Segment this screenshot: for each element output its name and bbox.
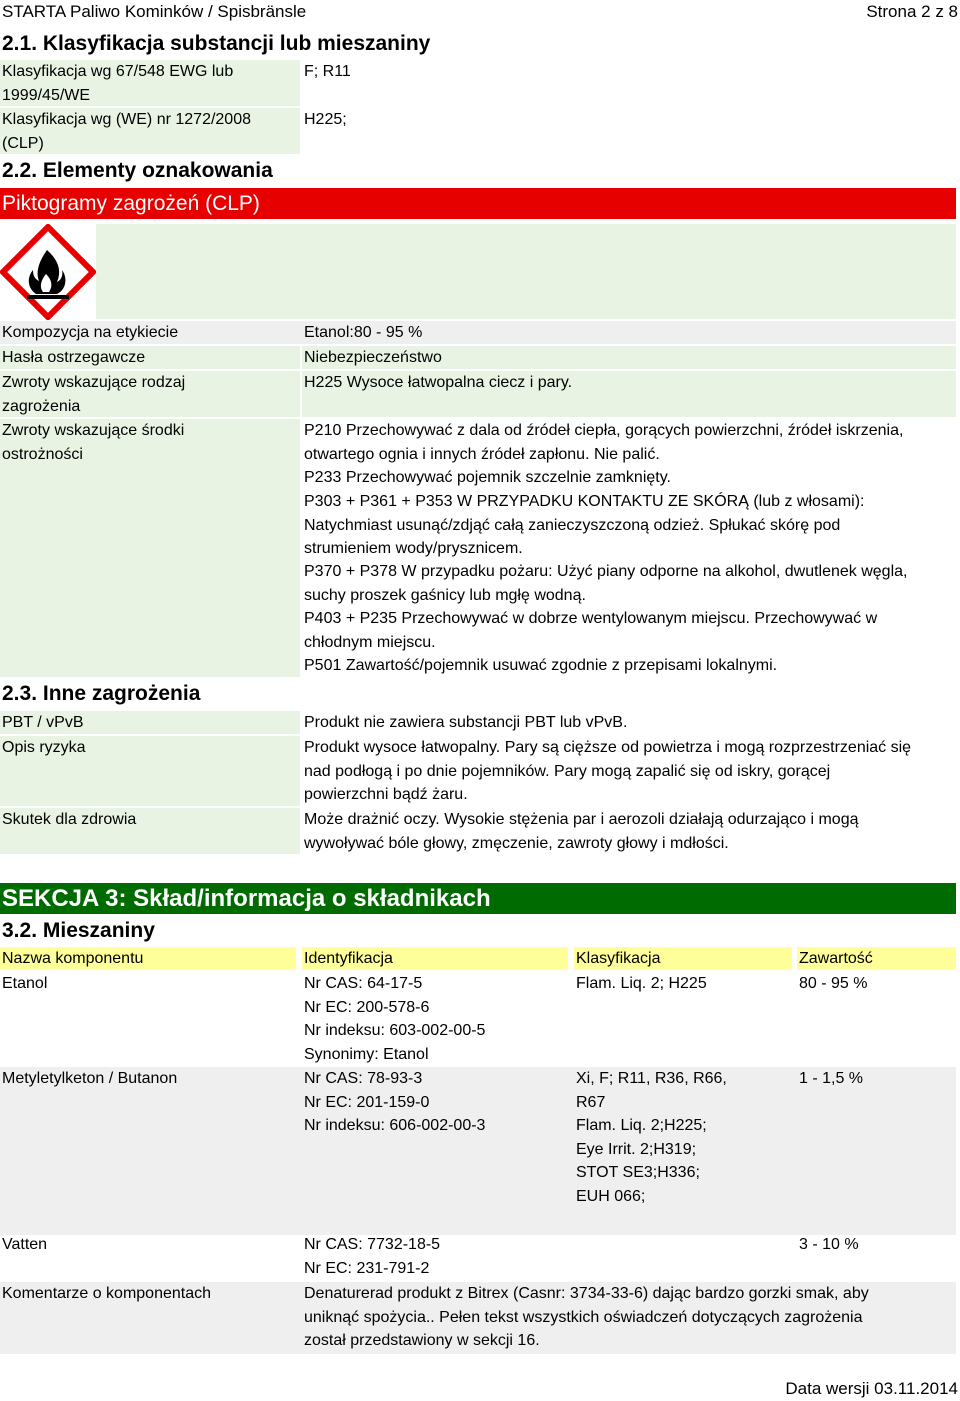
component-comment-label: Komentarze o komponentach — [2, 1285, 212, 1302]
precaution-statement-p303: P303 + P361 + P353 W PRZYPADKU KONTAKTU ZE SKÓRĄ (lub z włosami): Natychmiast usunąć/zdjąć całą zanieczyszczoną odzież. Spłukać skórę pod strumieniem wody/prysznicem. — [304, 493, 865, 557]
id-index: Nr indeksu: 603-002-00-5 — [304, 1022, 486, 1039]
precaution-statement-p233: P233 Przechowywać pojemnik szczelnie zamknięty. — [304, 469, 671, 486]
component-name: Metyletylketon / Butanon — [2, 1070, 178, 1087]
id-synonyms: Synonimy: Etanol — [304, 1045, 429, 1063]
component-content: 80 - 95 % — [799, 975, 868, 992]
classification-line: STOT SE3;H336; — [576, 1164, 700, 1181]
classification-line: Xi, F; R11, R36, R66, — [576, 1070, 727, 1087]
component-ids — [304, 1067, 570, 1138]
page-header — [0, 0, 960, 23]
column-header-identification: Identyfikacja — [302, 947, 568, 970]
section-3-bar: SEKCJA 3: Skład/informacja o składnikach — [0, 883, 956, 914]
classification-value-clp: H225; — [304, 111, 347, 128]
pictogram-bar: Piktogramy zagrożeń (CLP) — [0, 188, 956, 219]
column-header-classification: Klasyfikacja — [574, 947, 792, 970]
health-effect-value: Może drażnić oczy. Wysokie stężenia par i aerozoli działają odurzająco i mogą wywoływać bóle głowy, zmęczenie, zawroty głowy i mdłości. — [304, 811, 859, 852]
risk-description-value: Produkt wysoce łatwopalny. Pary są cięższe od powietrza i mogą rozprzestrzeniać się nad podłogą i po dnie pojemników. Pary mogą zapalić się od iskry, gorącej powierzchni bądź żaru. — [304, 739, 912, 803]
column-header-content: Zawartość — [797, 947, 956, 970]
heading-2-1: 2.1. Klasyfikacja substancji lub mieszaniny — [2, 32, 431, 55]
classification-value-67-548: F; R11 — [304, 63, 351, 80]
classification-line: EUH 066; — [576, 1187, 646, 1205]
heading-2-2: 2.2. Elementy oznakowania — [2, 159, 273, 182]
classification-line: Flam. Liq. 2; H225 — [576, 975, 707, 992]
signal-word-value: Niebezpieczeństwo — [304, 349, 442, 366]
flame-ghs02-icon — [0, 224, 96, 320]
risk-description-label: Opis ryzyka — [2, 739, 86, 756]
hazard-statement-label: Zwroty wskazujące rodzaj zagrożenia — [2, 374, 186, 415]
id-ec: Nr EC: 231-791-2 — [304, 1259, 430, 1277]
id-cas: Nr CAS: 64-17-5 — [304, 975, 423, 992]
precaution-statement-p501: P501 Zawartość/pojemnik usuwać zgodnie z przepisami lokalnymi. — [304, 657, 778, 674]
precaution-statement-p210: P210 Przechowywać z dala od źródeł ciepła, gorących powierzchni, źródeł iskrzenia, otwartego ognia i innych źródeł zapłonu. Nie palić. — [304, 422, 904, 463]
classification-line: R67 — [576, 1093, 606, 1111]
heading-2-3: 2.3. Inne zagrożenia — [2, 682, 201, 705]
component-content: 3 - 10 % — [799, 1236, 859, 1253]
precaution-statement-p403: P403 + P235 Przechowywać w dobrze wentylowanym miejscu. Przechowywać w chłodnym miejscu. — [304, 610, 878, 651]
component-comment: Denaturerad produkt z Bitrex (Casnr: 3734-33-6) dając bardzo gorzki smak, aby uniknąć spożycia.. Pełen tekst wszystkich oświadczeń dotyczących zagrożenia został przedstawiony w sekcji 16. — [304, 1285, 869, 1349]
classification-line: Eye Irrit. 2;H319; — [576, 1140, 697, 1158]
component-ids — [304, 1233, 570, 1280]
page-number: Strona 2 z 8 — [866, 2, 958, 21]
component-name: Vatten — [2, 1236, 48, 1253]
health-effect-label: Skutek dla zdrowia — [2, 811, 137, 828]
id-cas: Nr CAS: 7732-18-5 — [304, 1236, 441, 1253]
component-ids — [304, 972, 570, 1066]
pbt-label: PBT / vPvB — [2, 714, 84, 731]
version-date: Data wersji 03.11.2014 — [785, 1379, 958, 1398]
classification-label-clp: Klasyfikacja wg (WE) nr 1272/2008 (CLP) — [2, 111, 251, 152]
pbt-value: Produkt nie zawiera substancji PBT lub vPvB. — [304, 714, 628, 731]
heading-3-2: 3.2. Mieszaniny — [2, 919, 155, 942]
document-title: STARTA Paliwo Kominków / Spisbränsle — [2, 2, 307, 21]
precaution-label: Zwroty wskazujące środki ostrożności — [2, 422, 185, 463]
precaution-statement-p370: P370 + P378 W przypadku pożaru: Użyć piany odporne na alkohol, dwutlenek węgla, suchy proszek gaśnicy lub mgłę wodną. — [304, 563, 908, 604]
classification-label-67-548: Klasyfikacja wg 67/548 EWG lub 1999/45/WE — [2, 63, 234, 104]
component-classification — [576, 972, 792, 996]
component-classification — [576, 1067, 792, 1208]
id-ec: Nr EC: 201-159-0 — [304, 1093, 430, 1111]
signal-word-label: Hasła ostrzegawcze — [2, 349, 146, 366]
id-index: Nr indeksu: 606-002-00-3 — [304, 1117, 486, 1134]
id-cas: Nr CAS: 78-93-3 — [304, 1070, 423, 1087]
composition-value: Etanol:80 - 95 % — [304, 324, 423, 341]
component-content: 1 - 1,5 % — [799, 1070, 864, 1087]
classification-line: Flam. Liq. 2;H225; — [576, 1117, 707, 1134]
composition-label: Kompozycja na etykiecie — [2, 324, 179, 341]
pictogram-area-bg — [96, 224, 956, 319]
column-header-name: Nazwa komponentu — [0, 947, 296, 970]
component-name: Etanol — [2, 975, 48, 992]
hazard-statement-value: H225 Wysoce łatwopalna ciecz i pary. — [304, 374, 573, 391]
id-ec: Nr EC: 200-578-6 — [304, 998, 430, 1016]
